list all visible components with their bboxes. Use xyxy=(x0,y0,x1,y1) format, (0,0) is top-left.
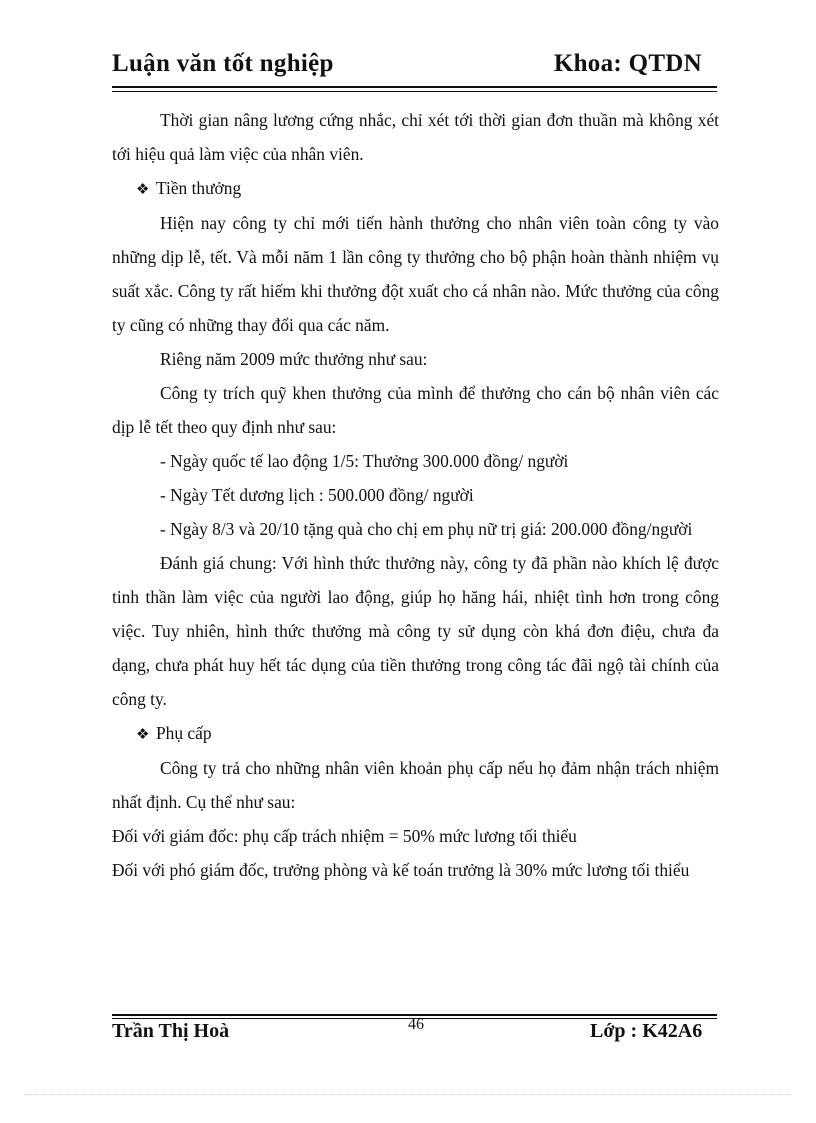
author-name: Trần Thị Hoà xyxy=(112,1020,230,1042)
paragraph-bonus-2009: Riêng năm 2009 mức thưởng như sau: xyxy=(160,349,428,369)
paragraph-bonus-fund: Công ty trích quỹ khen thưởng của mình để thưởng cho cán bộ nhân viên các dịp lễ tết theo quy định như sau: xyxy=(112,383,719,437)
section-bonus-title: Tiền thưởng xyxy=(156,178,242,198)
paragraph-director-allowance: Đối với giám đốc: phụ cấp trách nhiệm = 50% mức lương tối thiểu xyxy=(112,826,577,846)
paragraph-salary-raise: Thời gian nâng lương cứng nhắc, chỉ xét tới thời gian đơn thuần mà không xét tới hiệu quả làm việc của nhân viên. xyxy=(112,110,719,164)
header-rule-thin xyxy=(112,91,717,92)
section-allowance-heading xyxy=(112,716,719,751)
section-allowance-title: Phụ cấp xyxy=(156,723,212,743)
thesis-title: Luận văn tốt nghiệp xyxy=(112,50,334,77)
header-rule-thick xyxy=(112,86,717,88)
page-body xyxy=(112,103,719,887)
faculty-label: Khoa: QTDN xyxy=(553,50,702,77)
diamond-bullet-icon: ❖ xyxy=(136,725,150,743)
paragraph-bonus-intro: Hiện nay công ty chỉ mới tiến hành thưởng cho nhân viên toàn công ty vào những dịp lễ, tết. Và mỗi năm 1 lần công ty thưởng cho bộ phận hoàn thành nhiệm vụ suất xắc. Công ty rất hiếm khi thưởng đột xuất cho cá nhân nào. Mức thưởng của công ty cũng có những thay đổi qua các năm. xyxy=(112,213,719,335)
paragraph-deputy-allowance: Đối với phó giám đốc, trưởng phòng và kế toán trưởng là 30% mức lương tối thiểu xyxy=(112,860,690,880)
list-item-new-year: - Ngày Tết dương lịch : 500.000 đồng/ người xyxy=(160,485,474,505)
list-item-labor-day: - Ngày quốc tế lao động 1/5: Thưởng 300.000 đồng/ người xyxy=(160,451,569,471)
section-bonus-heading xyxy=(112,171,719,206)
class-label: Lớp : K42A6 xyxy=(590,1020,703,1042)
page-edge-divider xyxy=(24,1094,792,1095)
page-number: 46 xyxy=(408,1016,424,1033)
paragraph-general-assessment: Đánh giá chung: Với hình thức thưởng này, công ty đã phần nào khích lệ được tinh thần làm việc của người lao động, giúp họ hăng hái, nhiệt tình hơn trong công việc. Tuy nhiên, hình thức thưởng mà công ty sử dụng còn khá đơn điệu, chưa đa dạng, chưa phát huy hết tác dụng của tiền thưởng trong công tác đãi ngộ tài chính của công ty. xyxy=(112,553,719,709)
paragraph-allowance-intro: Công ty trả cho những nhân viên khoản phụ cấp nếu họ đảm nhận trách nhiệm nhất định. Cụ thể như sau: xyxy=(112,758,719,812)
list-item-womens-day: - Ngày 8/3 và 20/10 tặng quà cho chị em phụ nữ trị giá: 200.000 đồng/người xyxy=(160,519,693,539)
page-header xyxy=(112,50,702,84)
diamond-bullet-icon: ❖ xyxy=(136,180,150,198)
